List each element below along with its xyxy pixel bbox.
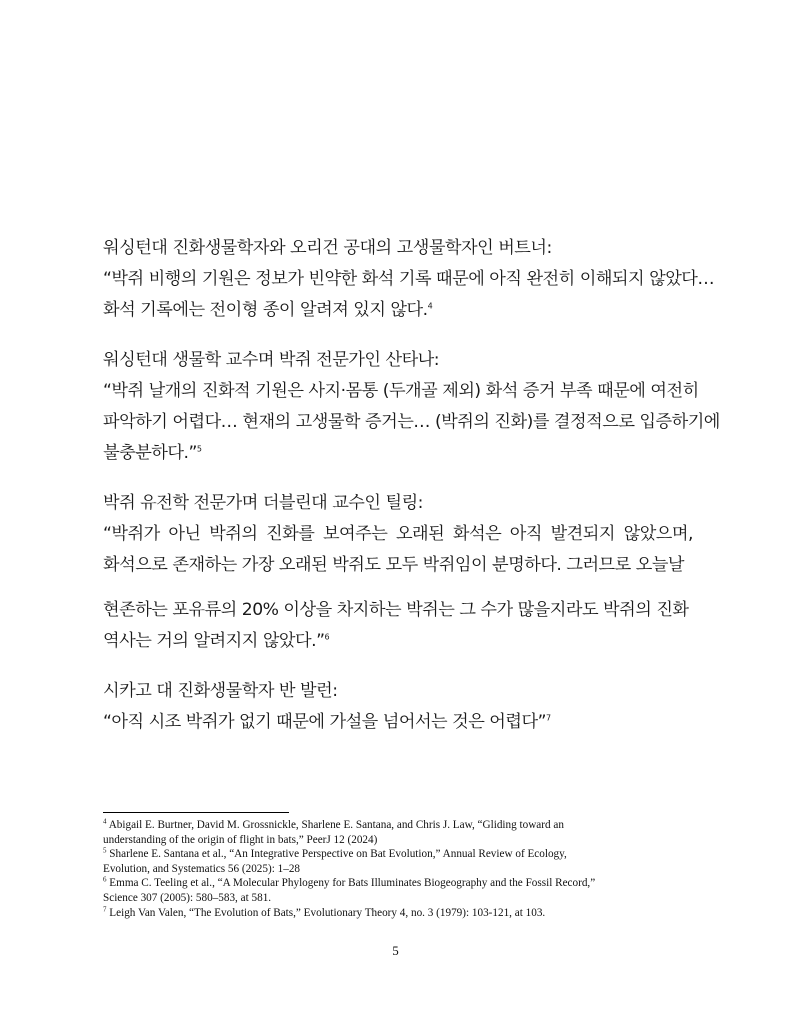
- quote-line: 현존하는 포유류의 20% 이상을 차지하는 박쥐는 그 수가 많을지라도 박쥐의 진화: [103, 600, 689, 620]
- speaker-line: 워싱턴대 생물학 교수며 박쥐 전문가인 산타나:: [103, 350, 440, 370]
- footnote-text: Emma C. Teeling et al., “A Molecular Phylogeny for Bats Illuminates Biogeography and the Fossil Record,”: [109, 877, 596, 890]
- quote-word: 발견되지: [550, 524, 615, 544]
- quote-line: “박쥐 날개의 진화적 기원은 사지·몸통 (두개골 제외) 화석 증거 부족 때문에 여전히: [103, 381, 699, 401]
- quote-line: 파악하기 어렵다… 현재의 고생물학 증거는… (박쥐의 진화)를 결정적으로 입증하기에: [103, 412, 720, 432]
- footnote-text: Leigh Van Valen, “The Evolution of Bats,” Evolutionary Theory 4, no. 3 (1979): 103-121, at 103.: [109, 906, 546, 919]
- speaker-line: 시카고 대 진화생물학자 반 발런:: [103, 681, 338, 701]
- quote-word: 아직: [509, 524, 542, 544]
- quote-line-with-ref: [103, 295, 693, 326]
- quote-line-text: 불충분하다.”: [103, 443, 197, 463]
- quote-line-with-ref: [103, 626, 693, 657]
- quote-line-with-ref: [103, 707, 693, 738]
- quote-line-text: “아직 시조 박쥐가 없기 때문에 가설을 넘어서는 것은 어렵다”: [103, 712, 546, 732]
- quote-block-burtner: [103, 233, 715, 326]
- footnote-ref: 5: [196, 444, 202, 454]
- quote-word: 화석은: [452, 524, 502, 544]
- footnote-7: [103, 906, 693, 921]
- footnote-text: Abigail E. Burtner, David M. Grossnickle, Sharlene E. Santana, and Chris J. Law, “Gliding toward an: [108, 819, 564, 831]
- quote-line: 화석으로 존재하는 가장 오래된 박쥐도 모두 박쥐임이 분명하다. 그러므로 오늘날: [103, 555, 685, 575]
- quote-word: 오래된: [395, 524, 445, 544]
- quote-word: 박쥐의: [209, 524, 258, 544]
- footnote-number: 6: [103, 875, 107, 884]
- quote-block-van-valen: [103, 676, 693, 738]
- footnote-separator: [103, 812, 289, 813]
- footnote-text: Science 307 (2005): 580–583, at 581.: [103, 891, 272, 904]
- quote-word: 진화를: [266, 524, 315, 544]
- quote-block-santana: [103, 345, 720, 469]
- quote-word: 아닌: [168, 524, 201, 544]
- footnote-6: [103, 876, 693, 905]
- speaker-line: 박쥐 유전학 전문가며 더블린대 교수인 틸링:: [103, 493, 423, 513]
- footnote-ref: 7: [546, 713, 552, 723]
- quote-block-teeling: [103, 488, 693, 657]
- quote-line-text: 화석 기록에는 전이형 종이 알려져 있지 않다.: [103, 300, 428, 320]
- footnote-text: Evolution, and Systematics 56 (2025): 1–28: [103, 862, 301, 875]
- quote-line: [103, 519, 693, 550]
- speaker-line: 워싱턴대 진화생물학자와 오리건 공대의 고생물학자인 버트너:: [103, 238, 552, 258]
- quote-word: “박쥐가: [103, 524, 160, 544]
- page-number: 5: [392, 943, 399, 958]
- footnote-number: 7: [103, 904, 107, 913]
- footnote-5: [103, 847, 693, 876]
- quote-line-with-ref: [103, 438, 693, 469]
- quote-line: “박쥐 비행의 기원은 정보가 빈약한 화석 기록 때문에 아직 완전히 이해되지 않았다…: [103, 269, 715, 289]
- quote-line-text: 역사는 거의 알려지지 않았다.”: [103, 631, 325, 651]
- main-text: [103, 233, 720, 738]
- footnote-ref: 6: [324, 632, 330, 642]
- quote-word: 않았으며,: [623, 524, 693, 544]
- footnote-number: 5: [103, 846, 107, 855]
- footnote-text: Sharlene E. Santana et al., “An Integrative Perspective on Bat Evolution,” Annual Review of Ecology,: [109, 848, 567, 861]
- quote-word: 보여주는: [322, 524, 388, 544]
- footnote-number: 4: [103, 817, 107, 826]
- footnote-4: [103, 818, 693, 847]
- footnote-text: understanding of the origin of flight in bats,” PeerJ 12 (2024): [103, 833, 378, 846]
- footnote-ref: 4: [427, 301, 433, 311]
- footnotes: [103, 818, 693, 920]
